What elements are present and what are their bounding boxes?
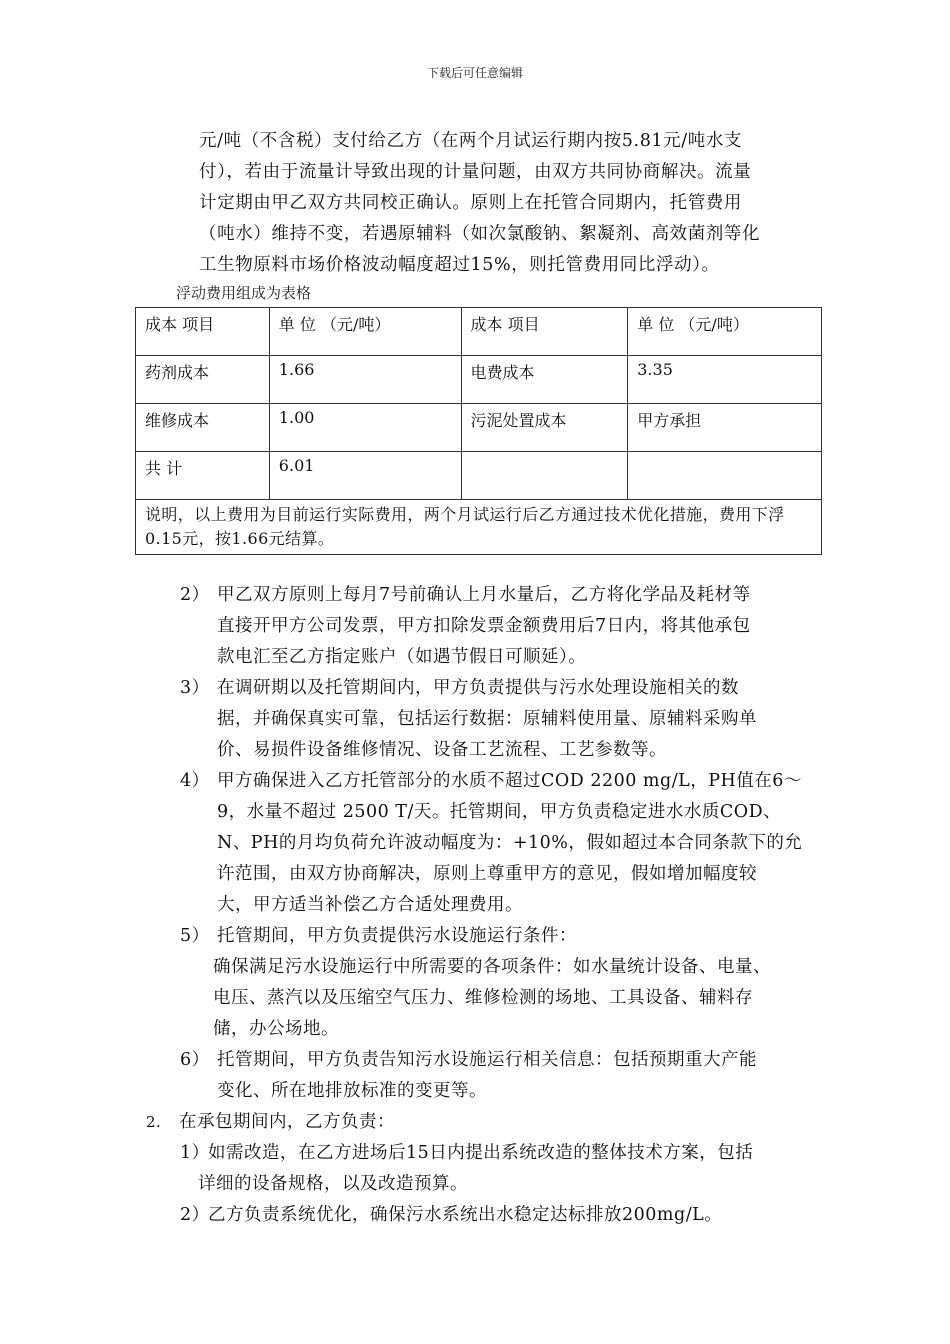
table-row [136,356,822,404]
list-item-line: N、PH的月均负荷允许波动幅度为：+10%，假如超过本合同条款下的允 [217,833,803,853]
intro-line: 工生物原料市场价格波动幅度超过15%，则托管费用同比浮动）。 [199,255,720,275]
table-cell: 6.01 [269,452,461,500]
section-number: 2. [146,1113,162,1131]
list-item [180,1045,820,1107]
list-item-line: 价、易损件设备维修情况、设备工艺流程、工艺参数等。 [217,740,667,760]
list-item [180,580,820,673]
table-row [136,452,822,500]
list-item-line: 详细的设备规格，以及改造预算。 [198,1174,468,1194]
table-note-row [136,500,822,555]
list-item-line: 托管期间，甲方负责提供污水设施运行条件： [217,926,577,946]
table-cell: 污泥处置成本 [461,404,628,452]
list-item-line: 款电汇至乙方指定账户（如遇节假日可顺延）。 [217,647,587,667]
list-item-number: 2） [180,585,210,605]
table-cell: 电费成本 [461,356,628,404]
table-header-cell: 单 位 （元/吨） [628,308,822,356]
list-item-line: 甲方确保进入乙方托管部分的水质不超过COD 2200 mg/L，PH值在6～ [217,771,802,791]
table-header-cell: 单 位 （元/吨） [269,308,461,356]
section-2-heading [146,1107,826,1138]
list-item-number: 5） [180,926,210,946]
list-item-line: 据，并确保真实可靠，包括运行数据：原辅料使用量、原辅料采购单 [217,709,757,729]
list-item-line: 乙方负责系统优化，确保污水系统出水稳定达标排放200mg/L。 [208,1205,723,1225]
list-item [180,1200,820,1231]
list-item-line: 甲乙双方原则上每月7号前确认上月水量后，乙方将化学品及耗材等 [217,585,751,605]
list-item-line: 许范围，由双方协商解决，原则上尊重甲方的意见，假如增加幅度较 [217,864,757,884]
section-title: 在承包期间内，乙方负责： [179,1112,395,1132]
table-cell: 3.35 [628,356,822,404]
table-cell: 1.00 [269,404,461,452]
table-cell: 药剂成本 [136,356,270,404]
list-item-line: 确保满足污水设施运行中所需要的各项条件：如水量统计设备、电量、 [213,957,771,977]
list-item-line: 如需改造，在乙方进场后15日内提出系统改造的整体技术方案，包括 [208,1143,754,1163]
table-cell [628,452,822,500]
table-cell: 维修成本 [136,404,270,452]
list-item-line: 变化、所在地排放标准的变更等。 [217,1081,487,1101]
list-item-line: 在调研期以及托管期间内，甲方负责提供与污水处理设施相关的数 [217,678,739,698]
table-cell: 1.66 [269,356,461,404]
list-item-number: 2） [180,1205,210,1225]
table-cell [461,452,628,500]
cost-table [135,307,822,555]
list-item-line: 托管期间，甲方负责告知污水设施运行相关信息：包括预期重大产能 [217,1050,757,1070]
intro-line: 计定期由甲乙双方共同校正确认。原则上在托管合同期内，托管费用 [199,193,742,213]
table-header-cell: 成本 项目 [461,308,628,356]
intro-line: 元/吨（不含税）支付给乙方（在两个月试运行期内按5.81元/吨水支 [199,131,743,151]
list-item-line: 9，水量不超过 2500 T/天。托管期间，甲方负责稳定进水水质COD、 [217,802,782,822]
page-header: 下载后可任意编辑 [426,66,523,80]
intro-line: 付），若由于流量计导致出现的计量问题，由双方共同协商解决。流量 [199,162,752,182]
table-header-cell: 成本 项目 [136,308,270,356]
list-item-number: 6） [180,1050,210,1070]
table-cell: 甲方承担 [628,404,822,452]
list-item-number: 3） [180,678,210,698]
list-item [180,1138,820,1200]
list-item-line: 直接开甲方公司发票，甲方扣除发票金额费用后7日内，将其他承包 [217,616,751,636]
list-item [180,673,820,766]
list-item-line: 储，办公场地。 [213,1019,339,1039]
list-item-number: 1） [180,1143,210,1163]
list-item-number: 4） [180,771,210,791]
table-cell: 共 计 [136,452,270,500]
list-item-line: 电压、蒸汽以及压缩空气压力、维修检测的场地、工具设备、辅料存 [213,988,753,1008]
intro-line: （吨水）维持不变，若遇原辅料（如次氯酸钠、絮凝剂、高效菌剂等化 [199,224,761,244]
list-item-line: 大，甲方适当补偿乙方合适处理费用。 [217,895,523,915]
intro-paragraph [199,126,811,281]
table-caption: 浮动费用组成为表格 [176,284,312,302]
table-header-row [136,308,822,356]
list-item [180,921,820,1045]
table-note: 说明，以上费用为目前运行实际费用，两个月试运行后乙方通过技术优化措施，费用下浮0.15元，按1.66元结算。 [136,500,822,555]
list-item [180,766,820,921]
table-row [136,404,822,452]
